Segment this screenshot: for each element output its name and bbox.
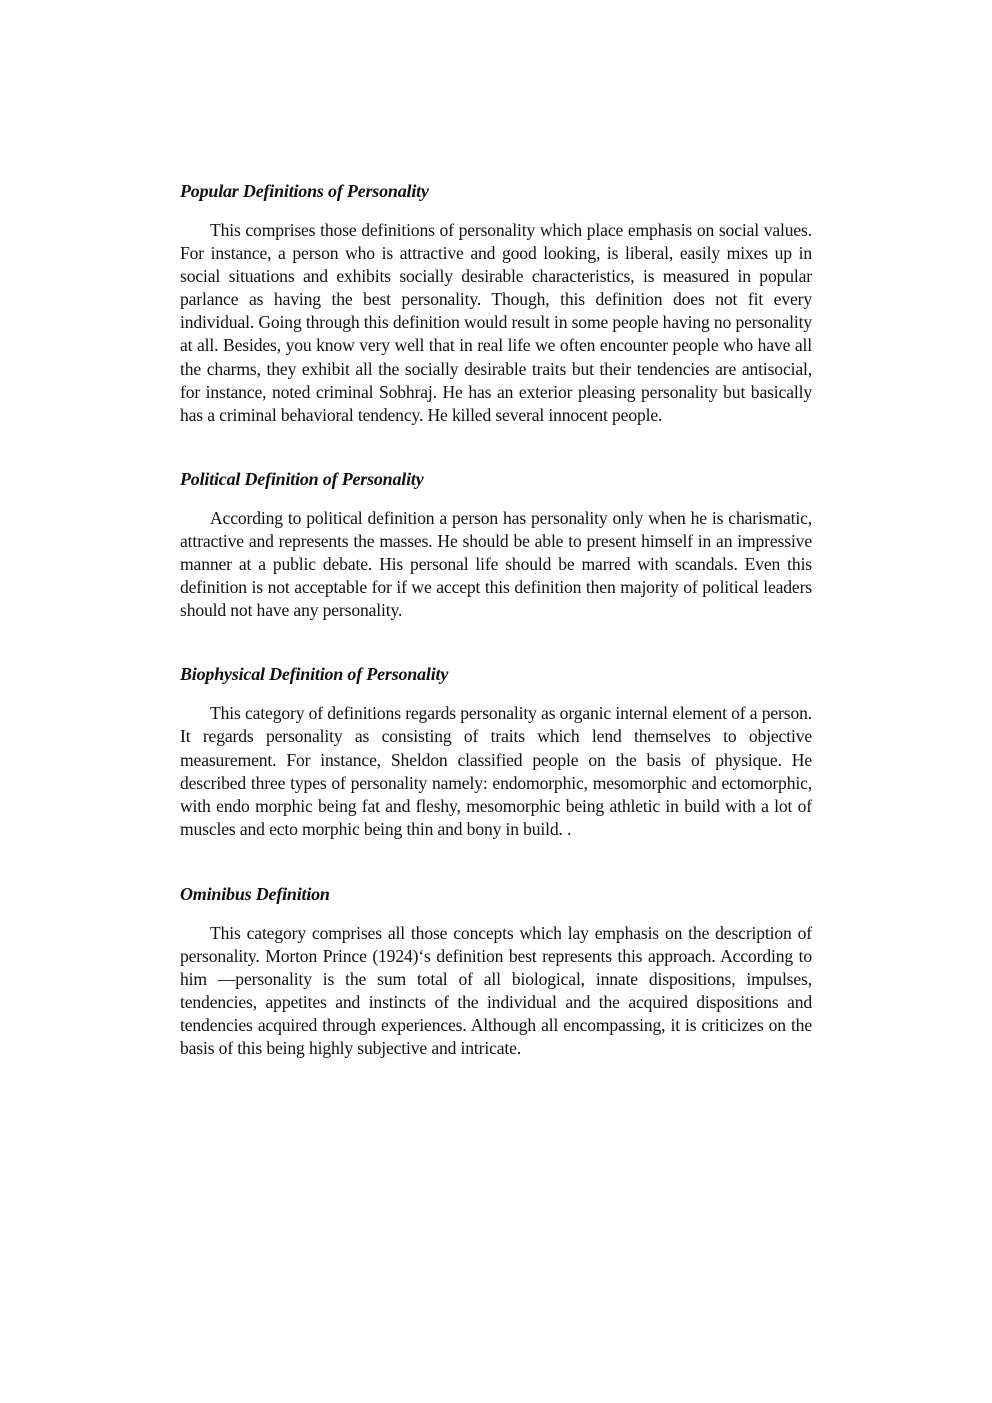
document-page (180, 180, 812, 1060)
section-biophysical-definition (180, 663, 812, 841)
section-heading: Biophysical Definition of Personality (180, 664, 449, 685)
section-paragraph: According to political definition a person has personality only when he is charismatic, attractive and represents the masses. He should be able to present himself in an impressive manner at a public debate. His personal life should be marred with scandals. Even this definition is not acceptable for if we accept this definition then majority of political leaders should not have any personality. (180, 507, 812, 621)
section-popular-definitions (180, 180, 812, 427)
section-heading: Political Definition of Personality (180, 468, 424, 489)
section-heading: Popular Definitions of Personality (180, 181, 429, 201)
section-omnibus-definition (180, 883, 812, 1061)
section-paragraph: This category of definitions regards personality as organic internal element of a person. It regards personality as consisting of traits which lend themselves to objective measurement. For instance, Sheldon classified people on the basis of physique. He described three types of personality namely: endomorphic, mesomorphic and ectomorphic, with endo morphic being fat and fleshy, mesomorphic being athletic in build with a lot of muscles and ecto morphic being thin and bony in build. . (180, 703, 812, 839)
section-political-definition (180, 468, 812, 622)
section-paragraph: This category comprises all those concepts which lay emphasis on the description of personality. Morton Prince (1924)‘s definition best represents this approach. According to him ―personality is the sum total of all biological, innate dispositions, impulses, tendencies, appetites and instincts of the individual and the acquired dispositions and tendencies acquired through experiences. Although all encompassing, it is criticizes on the basis of this being highly subjective and intricate. (180, 922, 812, 1059)
section-heading: Ominibus Definition (180, 883, 330, 904)
section-paragraph: This comprises those definitions of personality which place emphasis on social values. For instance, a person who is attractive and good looking, is liberal, easily mixes up in social situations and exhibits socially desirable characteristics, is measured in popular parlance as having the best personality. Though, this definition does not fit every individual. Going through this definition would result in some people having no personality at all. Besides, you know very well that in real life we often encounter people who have all the charms, they exhibit all the socially desirable traits but their tendencies are antisocial, for instance, noted criminal Sobhraj. He has an exterior pleasing personality but basically has a criminal behavioral tendency. He killed several innocent people. (180, 220, 812, 425)
